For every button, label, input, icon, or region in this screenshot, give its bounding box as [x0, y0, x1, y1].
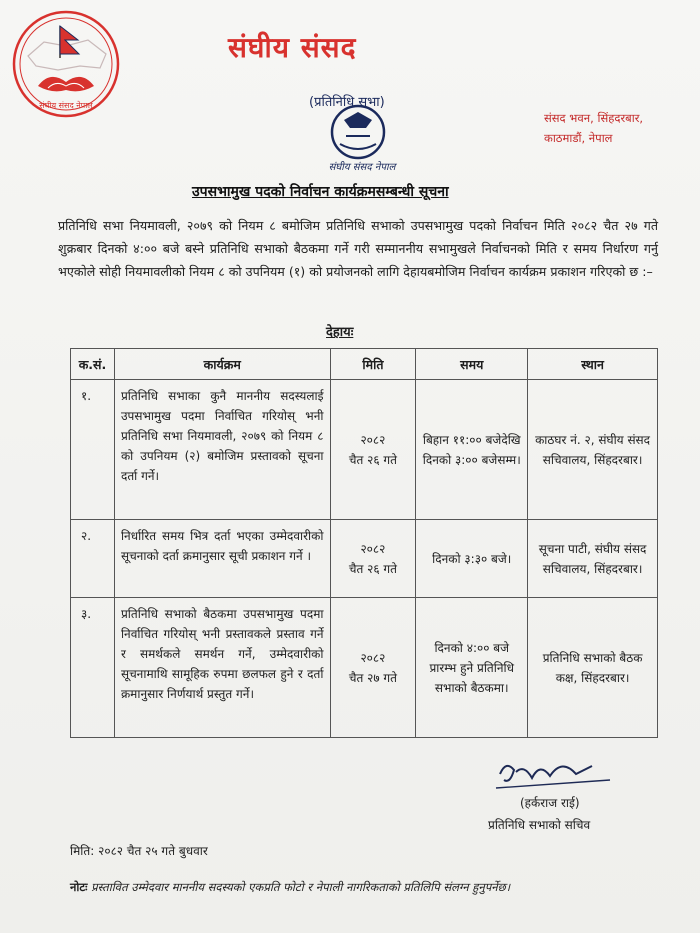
column-header: समय	[416, 349, 528, 380]
row-serial: १.	[71, 380, 115, 520]
table-row	[71, 380, 658, 520]
row-program: प्रतिनिधि सभाका कुनै माननीय सदस्यलाई उपसभामुख पदमा निर्वाचित गरियोस् भनी प्रतिनिधि सभा नियमावली, २०७९ को नियम ८ को उपनियम (२) बमोजिम प्रस्तावको सूचना दर्ता गर्ने।	[114, 380, 330, 520]
column-header: स्थान	[528, 349, 658, 380]
date-day: चैत २६ गते	[348, 561, 397, 576]
row-serial: २.	[71, 520, 115, 598]
signature-mark	[492, 754, 618, 796]
column-header: क.सं.	[71, 349, 115, 380]
note-label: नोटः	[70, 880, 88, 894]
table-header-row	[71, 349, 658, 380]
date-year: २०८२	[360, 432, 386, 447]
row-date	[330, 598, 416, 738]
row-time: बिहान ११:०० बजेदेखि दिनको ३:०० बजेसम्म।	[416, 380, 528, 520]
row-program: प्रतिनिधि सभाको बैठकमा उपसभामुख पदमा निर्वाचित गरियोस् भनी प्रस्तावकले प्रस्ताव गर्ने र समर्थकले समर्थन गर्ने, उम्मेदवारीको सूचनामाथि सामूहिक रुपमा छलफल हुने र दर्ता क्रमानुसार निर्णयार्थ प्रस्तुत गर्ने।	[114, 598, 330, 738]
footer-note	[70, 880, 510, 895]
office-address	[544, 108, 643, 148]
row-place: काठघर नं. २, संघीय संसद सचिवालय, सिंहदरबार।	[528, 380, 658, 520]
table-row	[71, 520, 658, 598]
row-program: निर्धारित समय भित्र दर्ता भएका उम्मेदवारीको सूचनाको दर्ता क्रमानुसार सूची प्रकाशन गर्ने ।	[114, 520, 330, 598]
date-day: चैत २६ गते	[348, 452, 397, 467]
address-line: काठमाडौं, नेपाल	[544, 131, 613, 145]
svg-text:संघीय संसद नेपाल: संघीय संसद नेपाल	[39, 101, 93, 110]
column-header: कार्यक्रम	[114, 349, 330, 380]
signer-title: प्रतिनिधि सभाको सचिव	[488, 818, 591, 832]
schedule-label: देहायः	[326, 325, 354, 340]
parliament-seal-icon	[8, 8, 124, 120]
row-time: दिनको ३:३० बजे।	[416, 520, 528, 598]
row-place: सूचना पाटी, संघीय संसद सचिवालय, सिंहदरबार।	[528, 520, 658, 598]
row-place: प्रतिनिधि सभाको बैठक कक्ष, सिंहदरबार।	[528, 598, 658, 738]
notice-intro-paragraph: प्रतिनिधि सभा नियमावली, २०७९ को नियम ८ बमोजिम प्रतिनिधि सभाको उपसभामुख पदको निर्वाचन मिति २०८२ चैत २७ गते शुक्रबार दिनको ४:०० बजे बस्ने प्रतिनिधि सभाको बैठकमा गर्ने गरी सम्माननीय सभामुखले निर्वाचनको मिति र समय निर्धारण गर्नु भएकोले सोही नियमावलीको नियम ८ को उपनियम (१) को प्रयोजनको लागि देहायबमोजिम निर्वाचन कार्यक्रम प्रकाशन गरिएको छ :–	[58, 218, 658, 279]
notice-date: मिति: २०८२ चैत २५ गते बुधवार	[70, 844, 208, 858]
row-date	[330, 520, 416, 598]
note-text: प्रस्तावित उम्मेदवार माननीय सदस्यको एकप्रति फोटो र नेपाली नागरिकताको प्रतिलिपि संलग्न हुनुपर्नेछ।	[91, 880, 511, 894]
svg-text:संघीय संसद नेपाल: संघीय संसद नेपाल	[328, 162, 396, 173]
election-schedule-table	[70, 348, 658, 738]
signer-name: (हर्कराज राई)	[520, 796, 580, 810]
notice-heading: उपसभामुख पदको निर्वाचन कार्यक्रमसम्बन्धी सूचना	[192, 184, 449, 200]
date-year: २०८२	[360, 650, 386, 665]
chamber-subtitle: (प्रतिनिधि सभा)	[309, 95, 385, 110]
date-year: २०८२	[360, 541, 386, 556]
table-row	[71, 598, 658, 738]
address-line: संसद भवन, सिंहदरबार,	[544, 111, 644, 125]
row-time: दिनको ४:०० बजे प्रारम्भ हुने प्रतिनिधि सभाको बैठकमा।	[416, 598, 528, 738]
row-date	[330, 380, 416, 520]
row-serial: ३.	[71, 598, 115, 738]
date-day: चैत २७ गते	[348, 670, 397, 685]
page-title: संघीय संसद	[228, 31, 357, 64]
column-header: मिति	[330, 349, 416, 380]
